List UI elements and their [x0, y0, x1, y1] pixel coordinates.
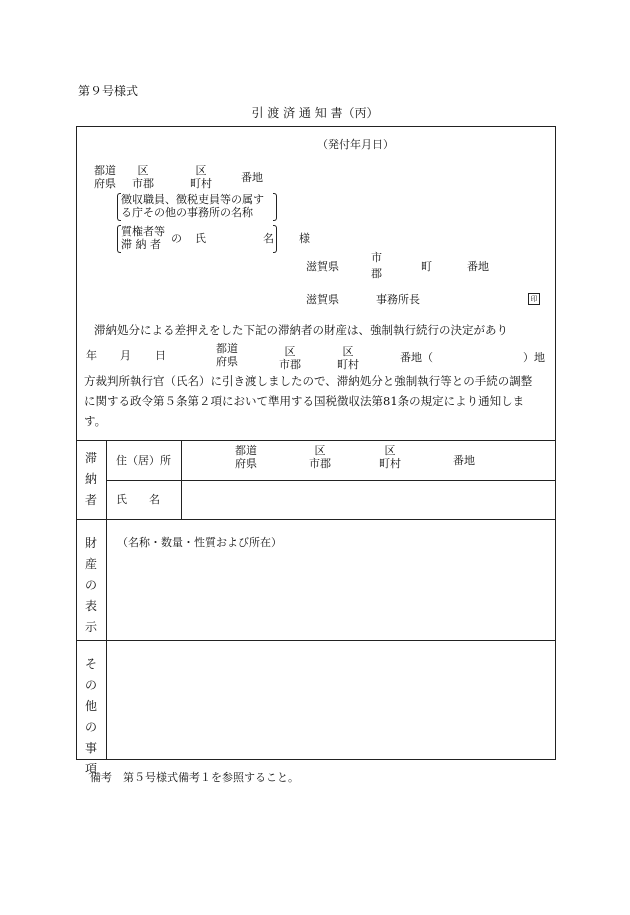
table-addr-ku1	[309, 445, 331, 470]
recipient-label-2: 滞 納 者	[121, 237, 161, 251]
table-addr-pref	[235, 445, 257, 470]
table-top-border	[77, 440, 555, 441]
address-row-bottom-border	[106, 480, 555, 481]
body-addr-pref-bottom: 府県	[216, 354, 238, 368]
recipient-label-1: 質権者等	[121, 225, 165, 238]
table-addr-banchi: 番地	[453, 454, 475, 467]
body-banchi: 番地（	[400, 351, 433, 364]
addr-banchi: 番地	[241, 171, 263, 184]
body-line-4: に関する政令第５条第２項において準用する国税徴収法第81条の規定により通知しま	[84, 394, 525, 408]
sender1-city	[371, 252, 382, 280]
table-label-column-border	[106, 440, 107, 759]
official-bracket-right	[273, 193, 277, 221]
sender2-pref: 滋賀県	[306, 293, 339, 306]
recipient-mei: 名	[263, 232, 274, 245]
sender1-pref: 滋賀県	[306, 260, 339, 273]
sender1-city-top: 市	[371, 251, 382, 264]
body-addr-pref	[216, 343, 238, 368]
table-addr-ku2	[379, 445, 401, 470]
addr-ku2-bottom: 町村	[190, 176, 212, 190]
sender2-office: 事務所長	[376, 293, 420, 306]
property-bottom-border	[77, 640, 555, 641]
official-line-2: る庁その他の事務所の名称	[121, 205, 253, 219]
official-name-block	[121, 194, 264, 219]
table-addr-ku1-top: 区	[314, 444, 326, 457]
table-addr-ku1-bottom: 市郡	[309, 456, 331, 470]
sender1-town: 町	[421, 260, 432, 273]
addr-pref	[94, 165, 116, 190]
recipient-no: の	[171, 232, 182, 245]
table-addr-pref-top: 都道	[235, 444, 257, 457]
issue-date: （発付年月日）	[317, 138, 394, 151]
table-addr-pref-bottom: 府県	[235, 456, 257, 470]
form-number: 第９号様式	[78, 84, 139, 98]
body-addr-ku1-top: 区	[284, 345, 296, 358]
taxpayer-bottom-border	[77, 519, 555, 520]
addr-ku1-top: 区	[137, 164, 149, 177]
document-title: 引 渡 済 通 知 書（丙）	[251, 106, 379, 120]
body-line-5: す。	[84, 414, 107, 428]
taxpayer-label: 滞納者	[84, 451, 97, 507]
body-addr-ku2-bottom: 町村	[337, 357, 359, 371]
other-label: その他の事項	[84, 657, 97, 776]
body-paren-close: ）地	[523, 351, 545, 364]
recipient-label	[121, 226, 165, 251]
recipient-bracket-right	[273, 225, 277, 253]
footer-note: 備考 第５号様式備考１を参照すること。	[90, 771, 299, 784]
body-day: 日	[155, 349, 166, 362]
address-label: 住（居）所	[116, 454, 171, 467]
body-line-3: 方裁判所執行官（氏名）に引き渡しましたので、滞納処分と強制執行等との手続の調整	[84, 374, 533, 388]
name-label: 氏 名	[116, 493, 160, 506]
property-label: 財産の表示	[84, 536, 97, 634]
body-addr-ku1-bottom: 市郡	[279, 357, 301, 371]
addr-ku2-top: 区	[195, 164, 207, 177]
addr-ku1-bottom: 市郡	[132, 176, 154, 190]
body-addr-ku1	[279, 346, 301, 371]
sender1-banchi: 番地	[467, 260, 489, 273]
addr-pref-top: 都道	[94, 164, 116, 177]
property-note: （名称・数量・性質および所在）	[117, 536, 282, 549]
body-year: 年	[86, 349, 97, 362]
body-line-1: 滞納処分による差押えをした下記の滞納者の財産は、強制執行続行の決定があり	[94, 323, 508, 337]
body-addr-ku2-top: 区	[342, 345, 354, 358]
seal-mark: 印	[528, 293, 540, 305]
recipient-shi: 氏	[195, 232, 206, 245]
addr-ku2	[190, 165, 212, 190]
field-label-column-border	[181, 440, 182, 519]
body-month: 月	[120, 349, 131, 362]
addr-ku1	[132, 165, 154, 190]
official-line-1: 徴収職員、徴税吏員等の属す	[121, 193, 264, 206]
form-frame	[76, 126, 556, 776]
table-addr-ku2-top: 区	[384, 444, 396, 457]
sama-label: 様	[299, 232, 310, 245]
table-addr-ku2-bottom: 町村	[379, 456, 401, 470]
sender1-city-bottom: 郡	[371, 266, 382, 280]
addr-pref-bottom: 府県	[94, 176, 116, 190]
body-addr-ku2	[337, 346, 359, 371]
body-addr-pref-top: 都道	[216, 342, 238, 355]
